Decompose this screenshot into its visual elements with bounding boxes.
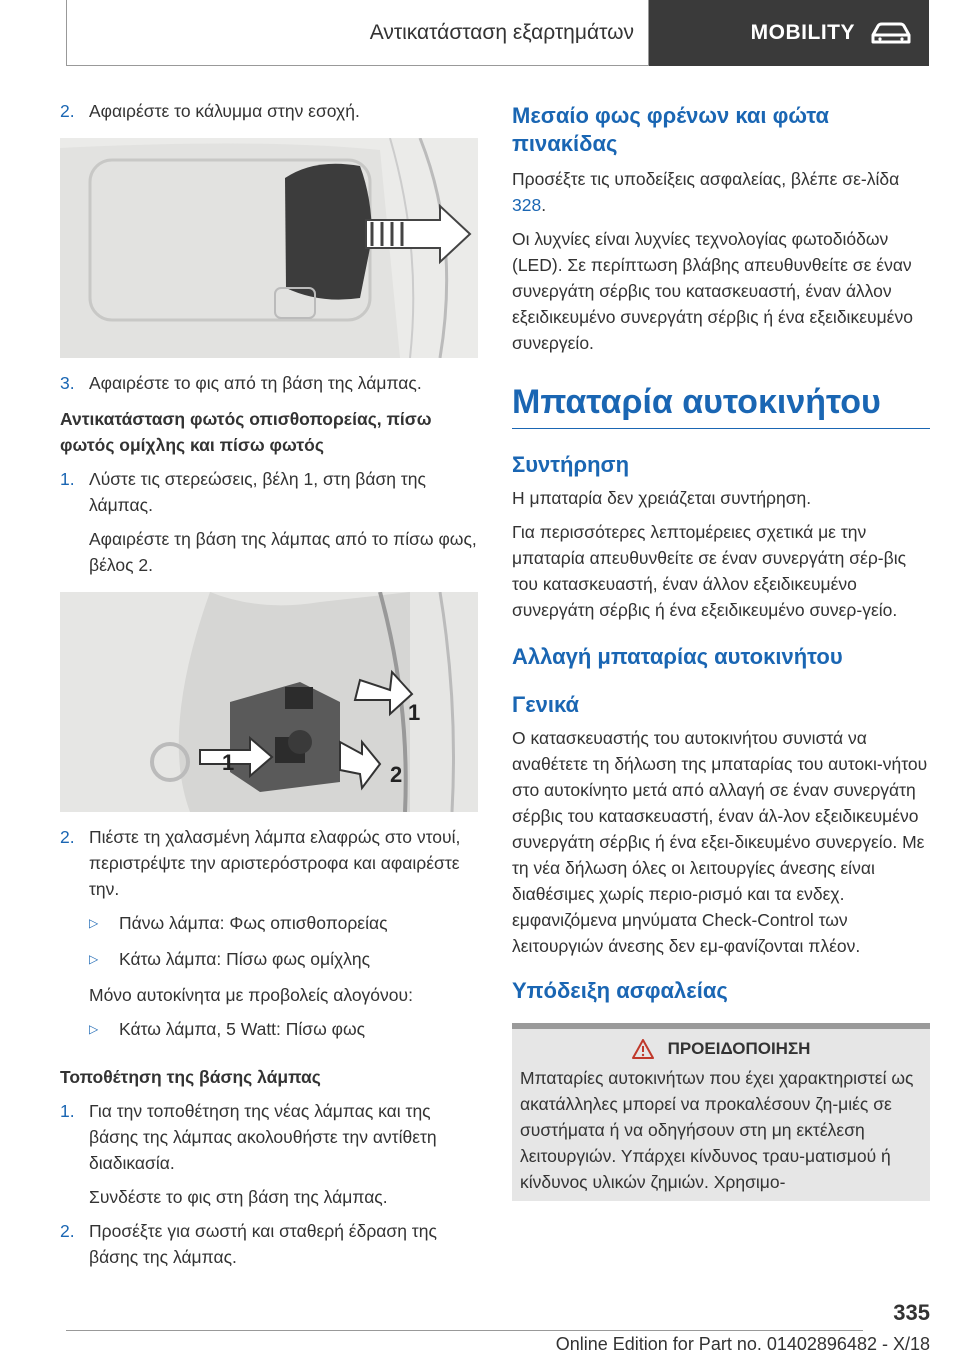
lamp-holder-illustration — [60, 592, 478, 812]
left-column — [60, 98, 478, 1278]
step-text: Προσέξτε για σωστή και σταθερή έδραση της βάσης της λάμπας. — [89, 1221, 437, 1267]
warning-text: Μπαταρίες αυτοκινήτων που έχει χαρακτηριστεί ως ακατάλληλες μπορεί να προκαλέσουν ζη-μιές σε συστήματα ή να οδηγήσουν στη μη εκτέλεση λειτουργιών. Υπάρχει κίνδυνος τραυ-ματισμού ή κίνδυνος υλικών ζημιών. Χρησιμο- — [520, 1068, 914, 1192]
heading-battery-change: Αλλαγή μπαταρίας αυτοκινήτου — [512, 644, 843, 669]
step-release-fasteners — [60, 466, 478, 578]
step-number: 1. — [60, 1101, 75, 1121]
footer-divider — [66, 1330, 863, 1331]
callout-label: 1 — [222, 750, 235, 775]
step-text: Αφαιρέστε το κάλυμμα στην εσοχή. — [89, 101, 360, 121]
recess-cover-illustration — [60, 138, 478, 358]
safety-reference-text: Προσέξτε τις υποδείξεις ασφαλείας, βλέπε σε-λίδα — [512, 169, 900, 189]
heading-car-battery: Μπαταρία αυτοκινήτου — [512, 382, 930, 429]
triangle-bullet-icon: ▷ — [89, 1022, 99, 1036]
triangle-bullet-icon: ▷ — [89, 916, 99, 930]
step-number: 2. — [60, 101, 75, 121]
figure-lamp-holder — [60, 592, 478, 812]
step-text: Αφαιρέστε το φις από τη βάση της λάμπας. — [89, 373, 422, 393]
step-number: 3. — [60, 373, 75, 393]
heading-safety-note: Υπόδειξη ασφαλείας — [512, 978, 728, 1003]
brand-label: MOBILITY — [750, 21, 855, 44]
step-text: Για την τοποθέτηση της νέας λάμπας και της βάσης της λάμπας ακολουθήστε την αντίθετη διαδικασία. — [89, 1101, 437, 1173]
heading-maintenance: Συντήρηση — [512, 452, 630, 477]
step-number: 2. — [60, 827, 75, 847]
warning-title-text: ΠΡΟΕΙΔΟΠΟΙΗΣΗ — [667, 1039, 811, 1058]
step-text: Αφαιρέστε τη βάση της λάμπας από το πίσω φως, βέλος 2. — [89, 529, 477, 575]
maintenance-paragraph-1: Η μπαταρία δεν χρειάζεται συντήρηση. — [512, 488, 812, 508]
bullet-text: Κάτω λάμπα: Πίσω φως ομίχλης — [119, 949, 371, 969]
bullet-text: Πάνω λάμπα: Φως οπισθοπορείας — [119, 913, 388, 933]
step-number: 2. — [60, 1221, 75, 1241]
header-brand-box — [649, 0, 929, 66]
maintenance-paragraph-2: Για περισσότερες λεπτομέρειες σχετικά με την μπαταρία απευθυνθείτε σε έναν συνεργάτη σέρ-βις του κατασκευαστή, έναν άλλον εξειδικευμένο συνεργάτη σέρβις ή ένα εξειδικευμένο συνερ-γείο. — [512, 522, 907, 620]
punctuation: . — [541, 195, 547, 215]
warning-title — [520, 1039, 922, 1059]
figure-recess-cover — [60, 138, 478, 358]
car-icon — [869, 20, 913, 46]
step-remove-cover — [60, 98, 478, 124]
subheading-rear-lights: Αντικατάσταση φωτός οπισθοπορείας, πίσω φωτός ομίχλης και πίσω φωτός — [60, 409, 432, 455]
heading-general: Γενικά — [512, 692, 580, 717]
callout-label: 2 — [390, 762, 403, 787]
step-number: 1. — [60, 469, 75, 489]
heading-middle-brake-light: Μεσαίο φως φρένων και φώτα πινακίδας — [512, 103, 830, 156]
bullet-text: Κάτω λάμπα, 5 Watt: Πίσω φως — [119, 1019, 366, 1039]
step-install-reverse — [60, 1098, 478, 1210]
step-remove-plug — [60, 370, 478, 396]
page-link-328[interactable]: 328 — [512, 195, 542, 215]
step-remove-bulb — [60, 824, 478, 1052]
step-text: Πιέστε τη χαλασμένη λάμπα ελαφρώς στο ντουί, περιστρέψτε την αριστερόστροφα και αφαιρέστε την. — [89, 827, 461, 899]
note-text: Μόνο αυτοκίνητα με προβολείς αλογόνου: — [89, 985, 413, 1005]
step-text: Λύστε τις στερεώσεις, βέλη 1, στη βάση της λάμπας. — [89, 469, 426, 515]
bullet-item — [89, 946, 478, 972]
page-number: 335 — [893, 1300, 930, 1325]
footer-edition: Online Edition for Part no. 01402896482 - X/18 — [555, 1334, 930, 1354]
bullet-item — [89, 910, 478, 936]
safety-reference — [512, 166, 930, 218]
callout-label: 1 — [408, 700, 421, 725]
header-section-title-box — [66, 0, 649, 66]
right-column — [512, 102, 930, 1201]
general-paragraph: Ο κατασκευαστής του αυτοκινήτου συνιστά να αναθέτετε τη δήλωση της μπαταρίας του αυτοκι-νήτου στο αυτοκίνητο μετά από αλλαγή σε έναν συνεργάτη σέρβις του κατασκευαστή, έναν άλ-λον εξειδικευμένο συνεργάτη σέρβις ή ένα εξει-δικευμένο συνεργείο. Με τη νέα δήλωση όλες οι λειτουργίες άνεσης είναι διαθέσιμες χωρίς περιο-ρισμό και τα ενδεχ. εμφανιζόμενα μηνύματα Check-Control των λειτουργιών άνεσης δεν εμ-φανίζονται πλέον. — [512, 728, 928, 956]
section-title: Αντικατάσταση εξαρτημάτων — [369, 20, 634, 44]
bullet-item — [89, 1016, 478, 1042]
step-check-seating — [60, 1218, 478, 1270]
triangle-bullet-icon: ▷ — [89, 952, 99, 966]
led-paragraph: Οι λυχνίες είναι λυχνίες τεχνολογίας φωτοδιόδων (LED). Σε περίπτωση βλάβης απευθυνθείτε σε έναν συνεργάτη σέρβις του κατασκευαστή, έναν άλλον εξειδικευμένο συνεργάτη σέρβις ή ένα εξειδικευμένο συνεργείο. — [512, 229, 913, 353]
warning-box — [512, 1023, 930, 1201]
subheading-install-holder: Τοποθέτηση της βάσης λάμπας — [60, 1067, 321, 1087]
step-text: Συνδέστε το φις στη βάση της λάμπας. — [89, 1187, 388, 1207]
warning-triangle-icon — [632, 1039, 654, 1059]
